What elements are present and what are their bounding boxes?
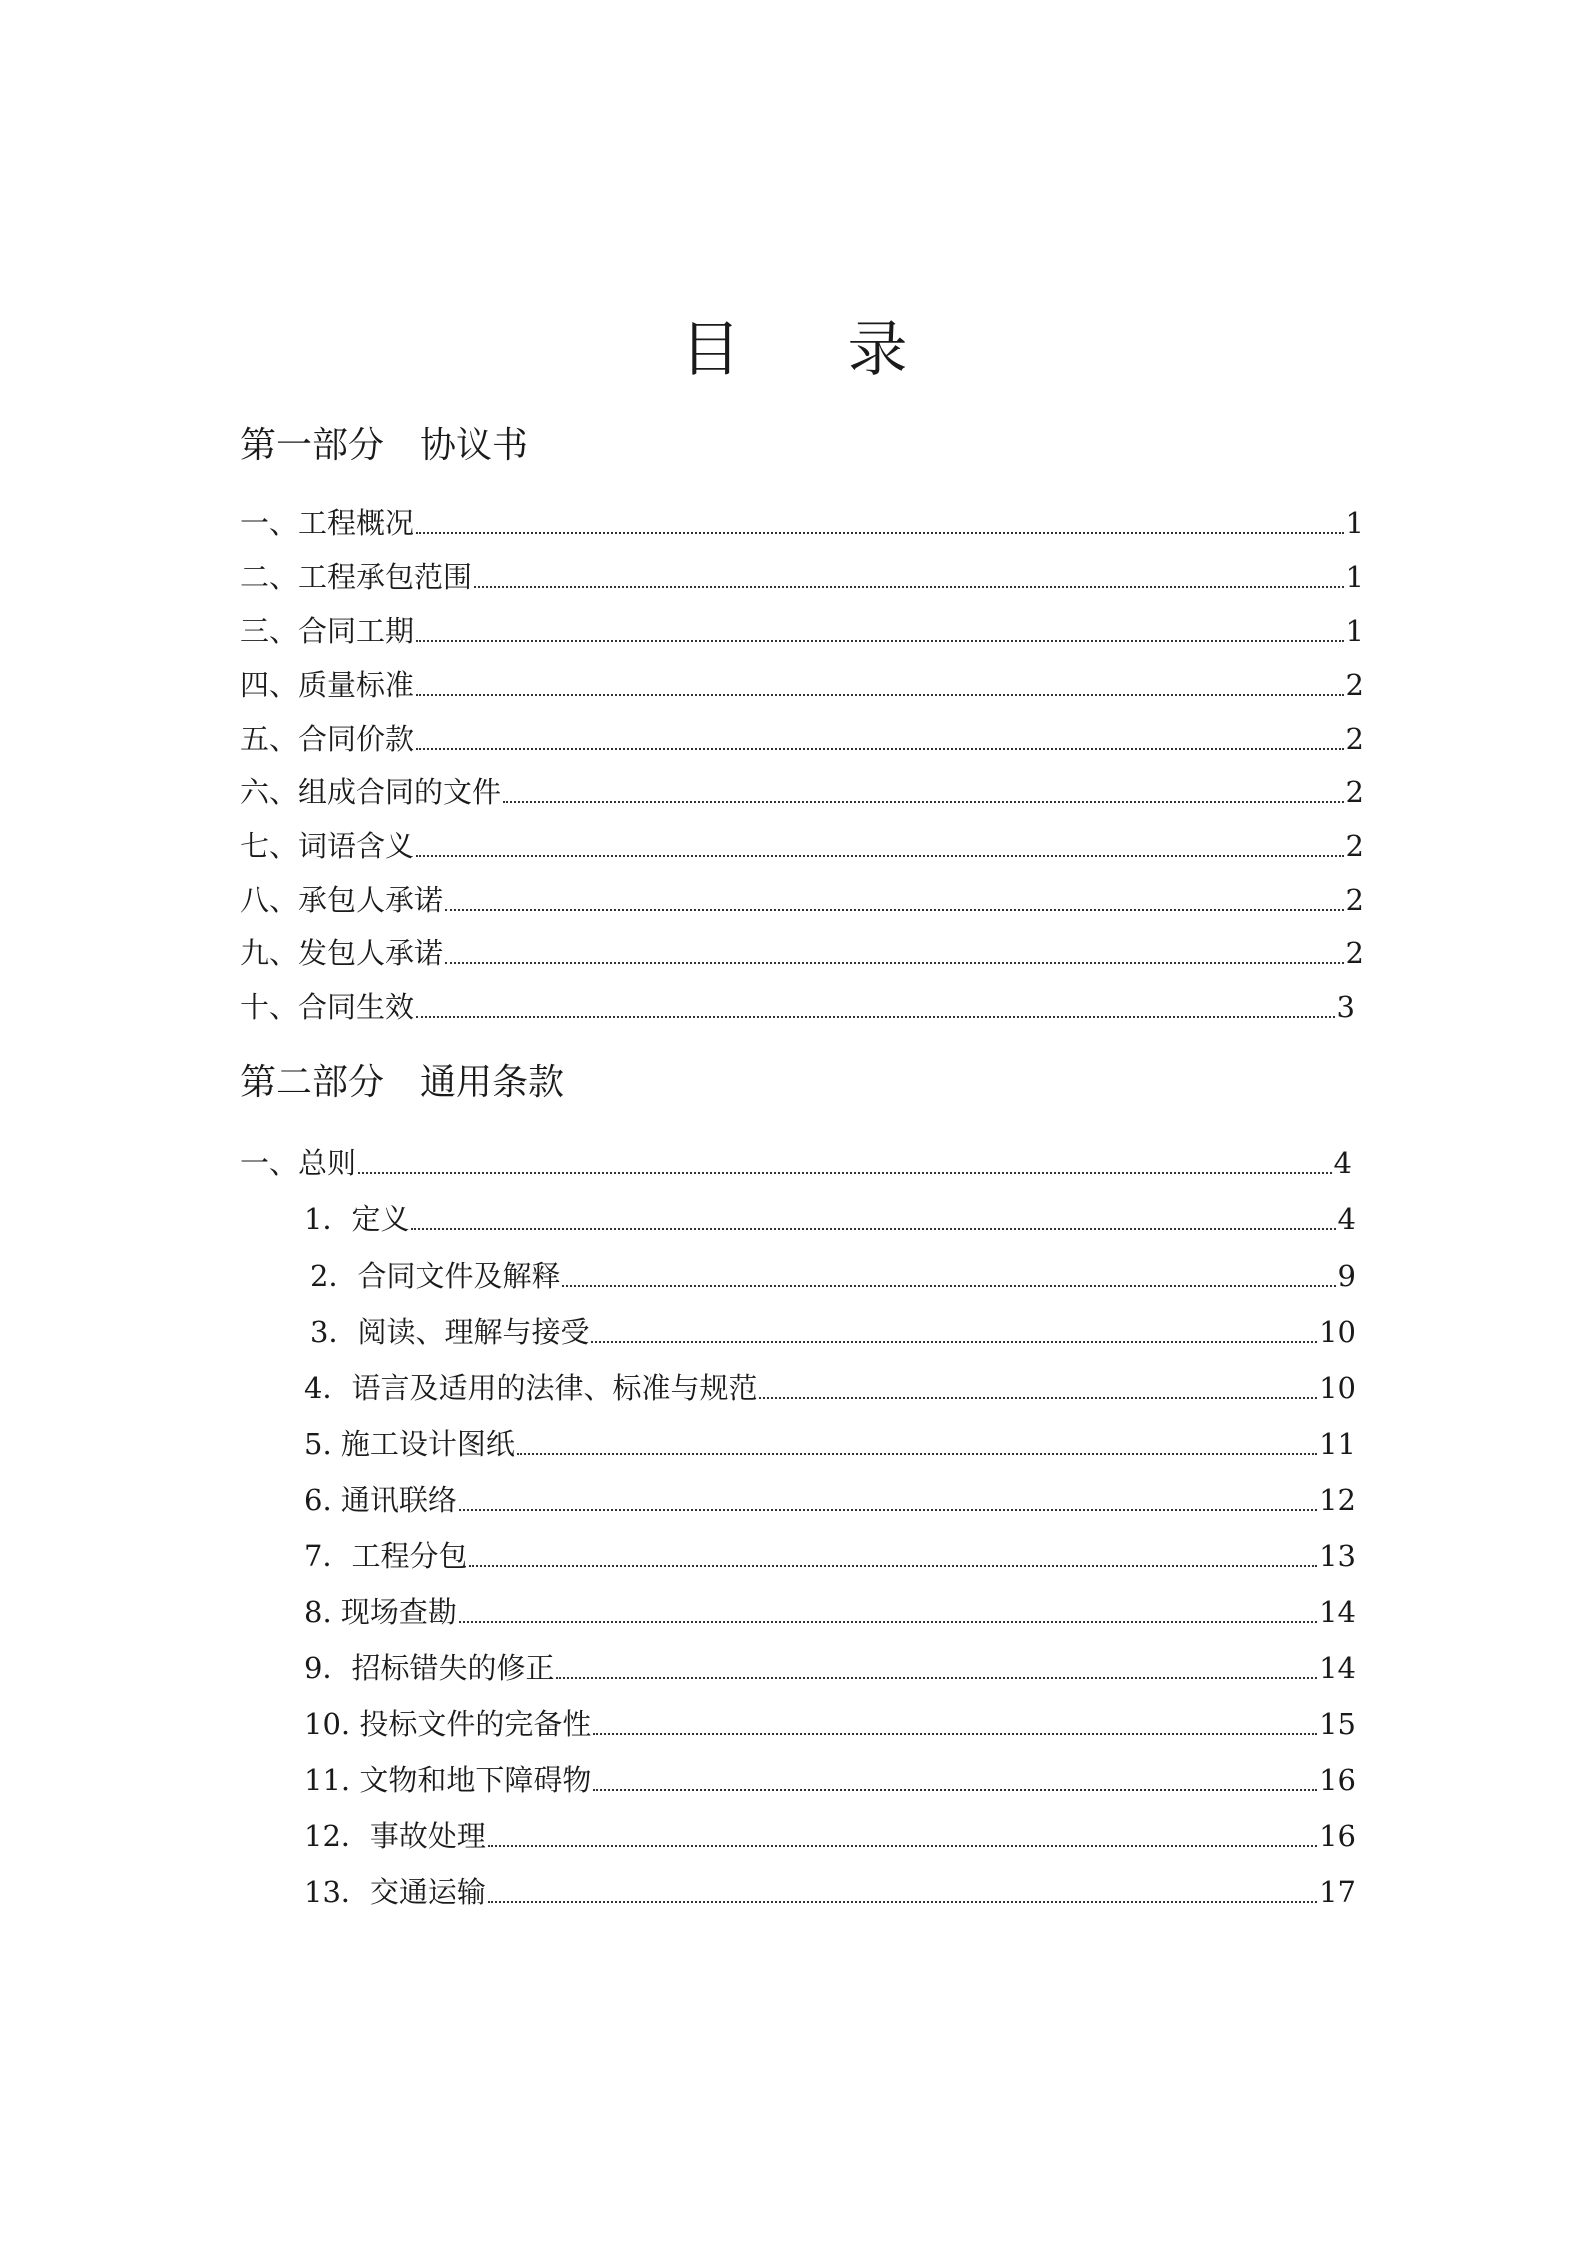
toc-entry: [304, 1816, 1356, 1856]
toc-entry: [240, 611, 1364, 651]
toc-entry-label: 10. 投标文件的完备性: [304, 1707, 592, 1741]
dot-leader: [416, 694, 1344, 696]
toc-entry: [240, 665, 1364, 705]
toc-entry: [304, 1648, 1356, 1688]
dot-leader: [556, 1677, 1317, 1679]
toc-entry-page: 1: [1345, 560, 1364, 594]
toc-entry-page: 11: [1319, 1427, 1356, 1461]
page-title: 目 录: [680, 315, 952, 385]
toc-entry-label: 一、工程概况: [240, 506, 415, 540]
toc-entry: [310, 1256, 1356, 1296]
toc-entry-page: 14: [1319, 1651, 1356, 1685]
toc-entry-page: 4: [1333, 1146, 1352, 1180]
toc-entry-label: 7．工程分包: [304, 1539, 468, 1573]
toc-entry-label: 3．阅读、理解与接受: [310, 1315, 590, 1349]
dot-leader: [517, 1453, 1317, 1455]
toc-entry: [304, 1536, 1356, 1576]
toc-entry-page: 13: [1319, 1539, 1356, 1573]
toc-entry: [240, 880, 1364, 920]
toc-entry-page: 10: [1319, 1315, 1356, 1349]
toc-entry-label: 七、词语含义: [240, 829, 415, 863]
toc-entry: [304, 1704, 1356, 1744]
toc-entry-page: 2: [1345, 883, 1364, 917]
dot-leader: [416, 855, 1344, 857]
toc-entry-page: 16: [1319, 1819, 1356, 1853]
toc-entry-page: 2: [1345, 722, 1364, 756]
dot-leader: [459, 1509, 1317, 1511]
dot-leader: [416, 748, 1344, 750]
toc-entry-label: 九、发包人承诺: [240, 936, 444, 970]
toc-entry-label: 9．招标错失的修正: [304, 1651, 555, 1685]
toc-entry-page: 2: [1345, 775, 1364, 809]
toc-entry-label: 12．事故处理: [304, 1819, 486, 1853]
part-heading: 第一部分 协议书: [240, 425, 529, 466]
dot-leader: [411, 1228, 1335, 1230]
dot-leader: [469, 1565, 1317, 1567]
toc-entry: [304, 1480, 1356, 1520]
dot-leader: [416, 1016, 1335, 1018]
toc-entry-label: 8. 现场查勘: [304, 1595, 457, 1629]
toc-entry: [304, 1760, 1356, 1800]
dot-leader: [459, 1621, 1317, 1623]
dot-leader: [593, 1733, 1317, 1735]
toc-entry-page: 12: [1319, 1483, 1356, 1517]
dot-leader: [759, 1397, 1317, 1399]
toc-entry-page: 4: [1337, 1202, 1356, 1236]
toc-entry-page: 16: [1319, 1763, 1356, 1797]
toc-entry-label: 2．合同文件及解释: [310, 1259, 561, 1293]
toc-entry-page: 17: [1319, 1875, 1356, 1909]
toc-entry: [240, 557, 1364, 597]
toc-entry-label: 二、工程承包范围: [240, 560, 473, 594]
toc-entry-label: 五、合同价款: [240, 722, 415, 756]
dot-leader: [474, 586, 1344, 588]
toc-entry: [240, 772, 1364, 812]
toc-entry: [240, 987, 1355, 1027]
part-heading: 第二部分 通用条款: [240, 1062, 565, 1103]
toc-entry: [240, 826, 1364, 866]
toc-entry-label: 5. 施工设计图纸: [304, 1427, 515, 1461]
toc-entry-label: 13．交通运输: [304, 1875, 486, 1909]
toc-entry-label: 十、合同生效: [240, 990, 415, 1024]
toc-entry: [304, 1424, 1356, 1464]
toc-entry: [304, 1872, 1356, 1912]
toc-entry-page: 14: [1319, 1595, 1356, 1629]
toc-entry-page: 9: [1337, 1259, 1356, 1293]
toc-entry-page: 1: [1345, 614, 1364, 648]
dot-leader: [503, 801, 1344, 803]
toc-entry-label: 六、组成合同的文件: [240, 775, 502, 809]
toc-entry-label: 一、总则: [240, 1146, 357, 1180]
toc-entry: [240, 719, 1364, 759]
toc-entry-page: 15: [1319, 1707, 1356, 1741]
dot-leader: [488, 1901, 1317, 1903]
dot-leader: [358, 1172, 1332, 1174]
dot-leader: [445, 909, 1344, 911]
toc-entry-label: 1．定义: [304, 1202, 410, 1236]
dot-leader: [591, 1341, 1317, 1343]
toc-entry-page: 2: [1345, 936, 1364, 970]
toc-entry-label: 四、质量标准: [240, 668, 415, 702]
toc-entry: [304, 1368, 1356, 1408]
toc-entry-page: 2: [1345, 668, 1364, 702]
toc-entry-label: 八、承包人承诺: [240, 883, 444, 917]
toc-entry-page: 10: [1319, 1371, 1356, 1405]
toc-entry-label: 三、合同工期: [240, 614, 415, 648]
toc-entry: [240, 933, 1364, 973]
toc-entry: [310, 1312, 1356, 1352]
dot-leader: [416, 640, 1344, 642]
dot-leader: [562, 1285, 1335, 1287]
toc-entry: [240, 503, 1364, 543]
dot-leader: [416, 532, 1344, 534]
toc-entry-label: 11. 文物和地下障碍物: [304, 1763, 592, 1797]
dot-leader: [593, 1789, 1317, 1791]
toc-entry-page: 3: [1336, 990, 1355, 1024]
toc-entry-label: 4．语言及适用的法律、标准与规范: [304, 1371, 758, 1405]
toc-entry-page: 2: [1345, 829, 1364, 863]
toc-entry: [304, 1199, 1356, 1239]
toc-entry: [304, 1592, 1356, 1632]
toc-entry-page: 1: [1345, 506, 1364, 540]
toc-entry: [240, 1143, 1352, 1183]
dot-leader: [488, 1845, 1317, 1847]
dot-leader: [445, 962, 1344, 964]
toc-entry-label: 6. 通讯联络: [304, 1483, 457, 1517]
